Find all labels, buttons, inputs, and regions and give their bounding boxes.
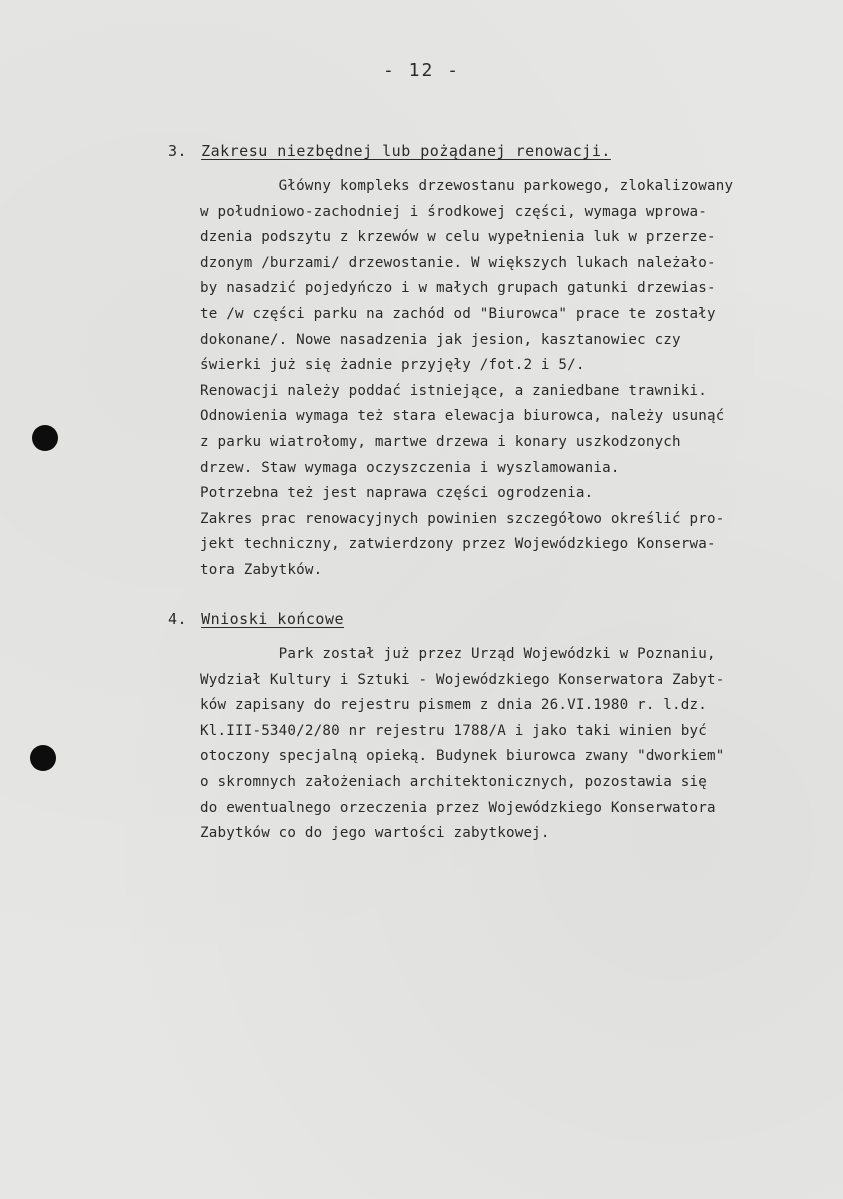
punch-hole	[30, 745, 56, 771]
text-line: w południowo-zachodniej i środkowej części, wymaga wprowa-	[200, 203, 708, 220]
text-line: o skromnych założeniach architektonicznych, pozostawia się	[200, 773, 708, 790]
punch-hole	[32, 425, 58, 451]
section-3-body	[200, 174, 820, 584]
section-number: 4.	[168, 610, 188, 628]
text-line: by nasadzić pojedyńczo i w małych grupach gatunki drzewias-	[200, 280, 716, 297]
page-number: - 12 -	[382, 60, 461, 81]
text-line: dzenia podszytu z krzewów w celu wypełnienia luk w przerze-	[200, 229, 716, 246]
section-4-body	[200, 642, 820, 847]
section-title: Wnioski końcowe	[201, 610, 345, 628]
section-number: 3.	[168, 142, 188, 160]
section-4-heading	[168, 610, 344, 628]
text-line: jekt techniczny, zatwierdzony przez Wojewódzkiego Konserwa-	[200, 536, 716, 553]
text-line: ków zapisany do rejestru pismem z dnia 26.VI.1980 r. l.dz.	[200, 697, 708, 714]
section-3-heading	[168, 142, 611, 160]
text-line: Odnowienia wymaga też stara elewacja biurowca, należy usunąć	[200, 408, 725, 425]
text-line: te /w części parku na zachód od "Biurowca" prace te zostały	[200, 305, 716, 322]
text-line: Renowacji należy poddać istniejące, a zaniedbane trawniki.	[200, 382, 708, 399]
text-line: Zabytków co do jego wartości zabytkowej.	[200, 825, 550, 842]
text-line: dokonane/. Nowe nasadzenia jak jesion, kasztanowiec czy	[200, 331, 681, 348]
text-line: Główny kompleks drzewostanu parkowego, zlokalizowany	[200, 178, 734, 194]
text-line: otoczony specjalną opieką. Budynek biurowca zwany "dworkiem"	[200, 748, 725, 765]
text-line: świerki już się żadnie przyjęły /fot.2 i 5/.	[200, 357, 585, 374]
text-line: Zakres prac renowacyjnych powinien szczegółowo określić pro-	[200, 510, 725, 527]
text-line: tora Zabytków.	[200, 561, 323, 578]
section-title: Zakresu niezbędnej lub pożądanej renowacji.	[201, 142, 611, 160]
text-line: drzew. Staw wymaga oczyszczenia i wyszlamowania.	[200, 459, 620, 476]
text-line: Potrzebna też jest naprawa części ogrodzenia.	[200, 485, 594, 502]
text-line: z parku wiatrołomy, martwe drzewa i konary uszkodzonych	[200, 433, 681, 450]
text-line: Park został już przez Urząd Wojewódzki w Poznaniu,	[200, 646, 716, 662]
text-line: Wydział Kultury i Sztuki - Wojewódzkiego Konserwatora Zabyt-	[200, 671, 725, 688]
text-line: dzonym /burzami/ drzewostanie. W większych lukach należało-	[200, 254, 716, 271]
text-line: do ewentualnego orzeczenia przez Wojewódzkiego Konserwatora	[200, 799, 716, 816]
text-line: Kl.III-5340/2/80 nr rejestru 1788/A i jako taki winien być	[200, 722, 708, 739]
